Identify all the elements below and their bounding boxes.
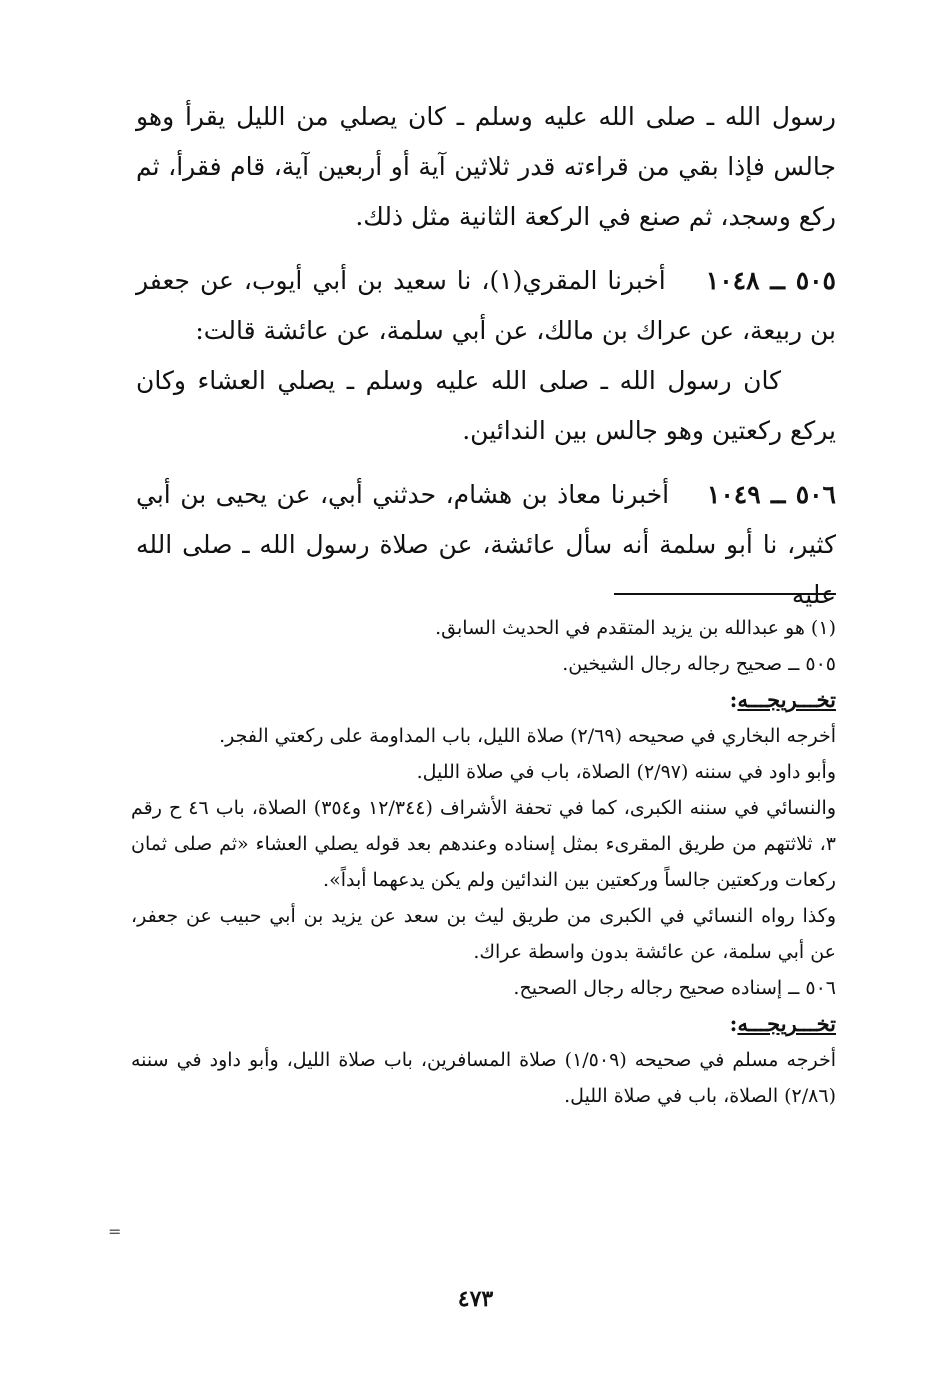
footnote-divider xyxy=(614,593,836,595)
takhrij-505-abudawud: وأبو داود في سننه (٢/٩٧) الصلاة، باب في صلاة الليل. xyxy=(416,761,836,783)
takhrij-colon: : xyxy=(729,687,738,712)
hadith-number-506: ٥٠٦ ــ ١٠٤٩ xyxy=(706,480,836,509)
takhrij-label: تخـــريجـــه xyxy=(737,1011,836,1036)
takhrij-505-nasai-kubra: وكذا رواه النسائي في الكبرى من طريق ليث بن سعد عن يزيد بن أبي حبيب عن جعفر، عن أبي سلمة، عن عائشة بدون واسطة عراك. xyxy=(131,905,836,963)
takhrij-label: تخـــريجـــه xyxy=(737,687,836,712)
note-506-grade: ٥٠٦ ــ إسناده صحيح رجاله رجال الصحيح. xyxy=(513,977,836,999)
main-text xyxy=(136,92,836,620)
takhrij-colon: : xyxy=(729,1011,738,1036)
hadith-506-isnad: أخبرنا معاذ بن هشام، حدثني أبي، عن يحيى بن أبي كثير، نا أبو سلمة أنه سأل عائشة، عن صلاة رسول الله ـ صلى الله عليه xyxy=(136,480,836,609)
takhrij-505-bukhari: أخرجه البخاري في صحيحه (٢/٦٩) صلاة الليل، باب المداومة على ركعتي الفجر. xyxy=(219,725,836,747)
note-505-grade: ٥٠٥ ــ صحيح رجاله رجال الشيخين. xyxy=(562,653,836,675)
takhrij-heading-505 xyxy=(131,682,836,718)
paragraph-continuation: رسول الله ـ صلى الله عليه وسلم ـ كان يصلي من الليل يقرأ وهو جالس فإذا بقي من قراءته قدر ثلاثين آية أو أربعين آية، قام فقرأ، ثم ركع وسجد، ثم صنع في الركعة الثانية مثل ذلك. xyxy=(136,102,836,231)
hadith-506 xyxy=(136,470,836,620)
footnote-1: (١) هو عبدالله بن يزيد المتقدم في الحديث السابق. xyxy=(435,617,836,639)
hadith-505-isnad: أخبرنا المقري(١)، نا سعيد بن أبي أيوب، عن جعفر بن ربيعة، عن عراك بن مالك، عن أبي سلمة، عن عائشة قالت: xyxy=(136,266,836,345)
takhrij-505-nasai: والنسائي في سننه الكبرى، كما في تحفة الأشراف (١٢/٣٤٤ و٣٥٤) الصلاة، باب ٤٦ ح رقم ٣، ثلاثتهم من طريق المقرىء بمثل إسناده وعندهم بعد قوله يصلي العشاء «ثم صلى ثمان ركعات وركعتين جالساً وركعتين بين الندائين ولم يكن يدعهما أبداً». xyxy=(131,797,837,891)
takhrij-heading-506 xyxy=(131,1006,836,1042)
margin-mark: = xyxy=(108,1222,122,1241)
hadith-number-505: ٥٠٥ ــ ١٠٤٨ xyxy=(705,266,836,295)
hadith-505 xyxy=(136,256,836,356)
hadith-505-matn: كان رسول الله ـ صلى الله عليه وسلم ـ يصلي العشاء وكان يركع ركعتين وهو جالس بين الندائين. xyxy=(136,366,836,445)
takhrij-506-muslim: أخرجه مسلم في صحيحه (١/٥٠٩) صلاة المسافرين، باب صلاة الليل، وأبو داود في سننه (٢/٨٦) الصلاة، باب في صلاة الليل. xyxy=(131,1049,836,1107)
page-number: ٤٧٣ xyxy=(457,1286,494,1312)
footnotes xyxy=(131,610,836,1114)
